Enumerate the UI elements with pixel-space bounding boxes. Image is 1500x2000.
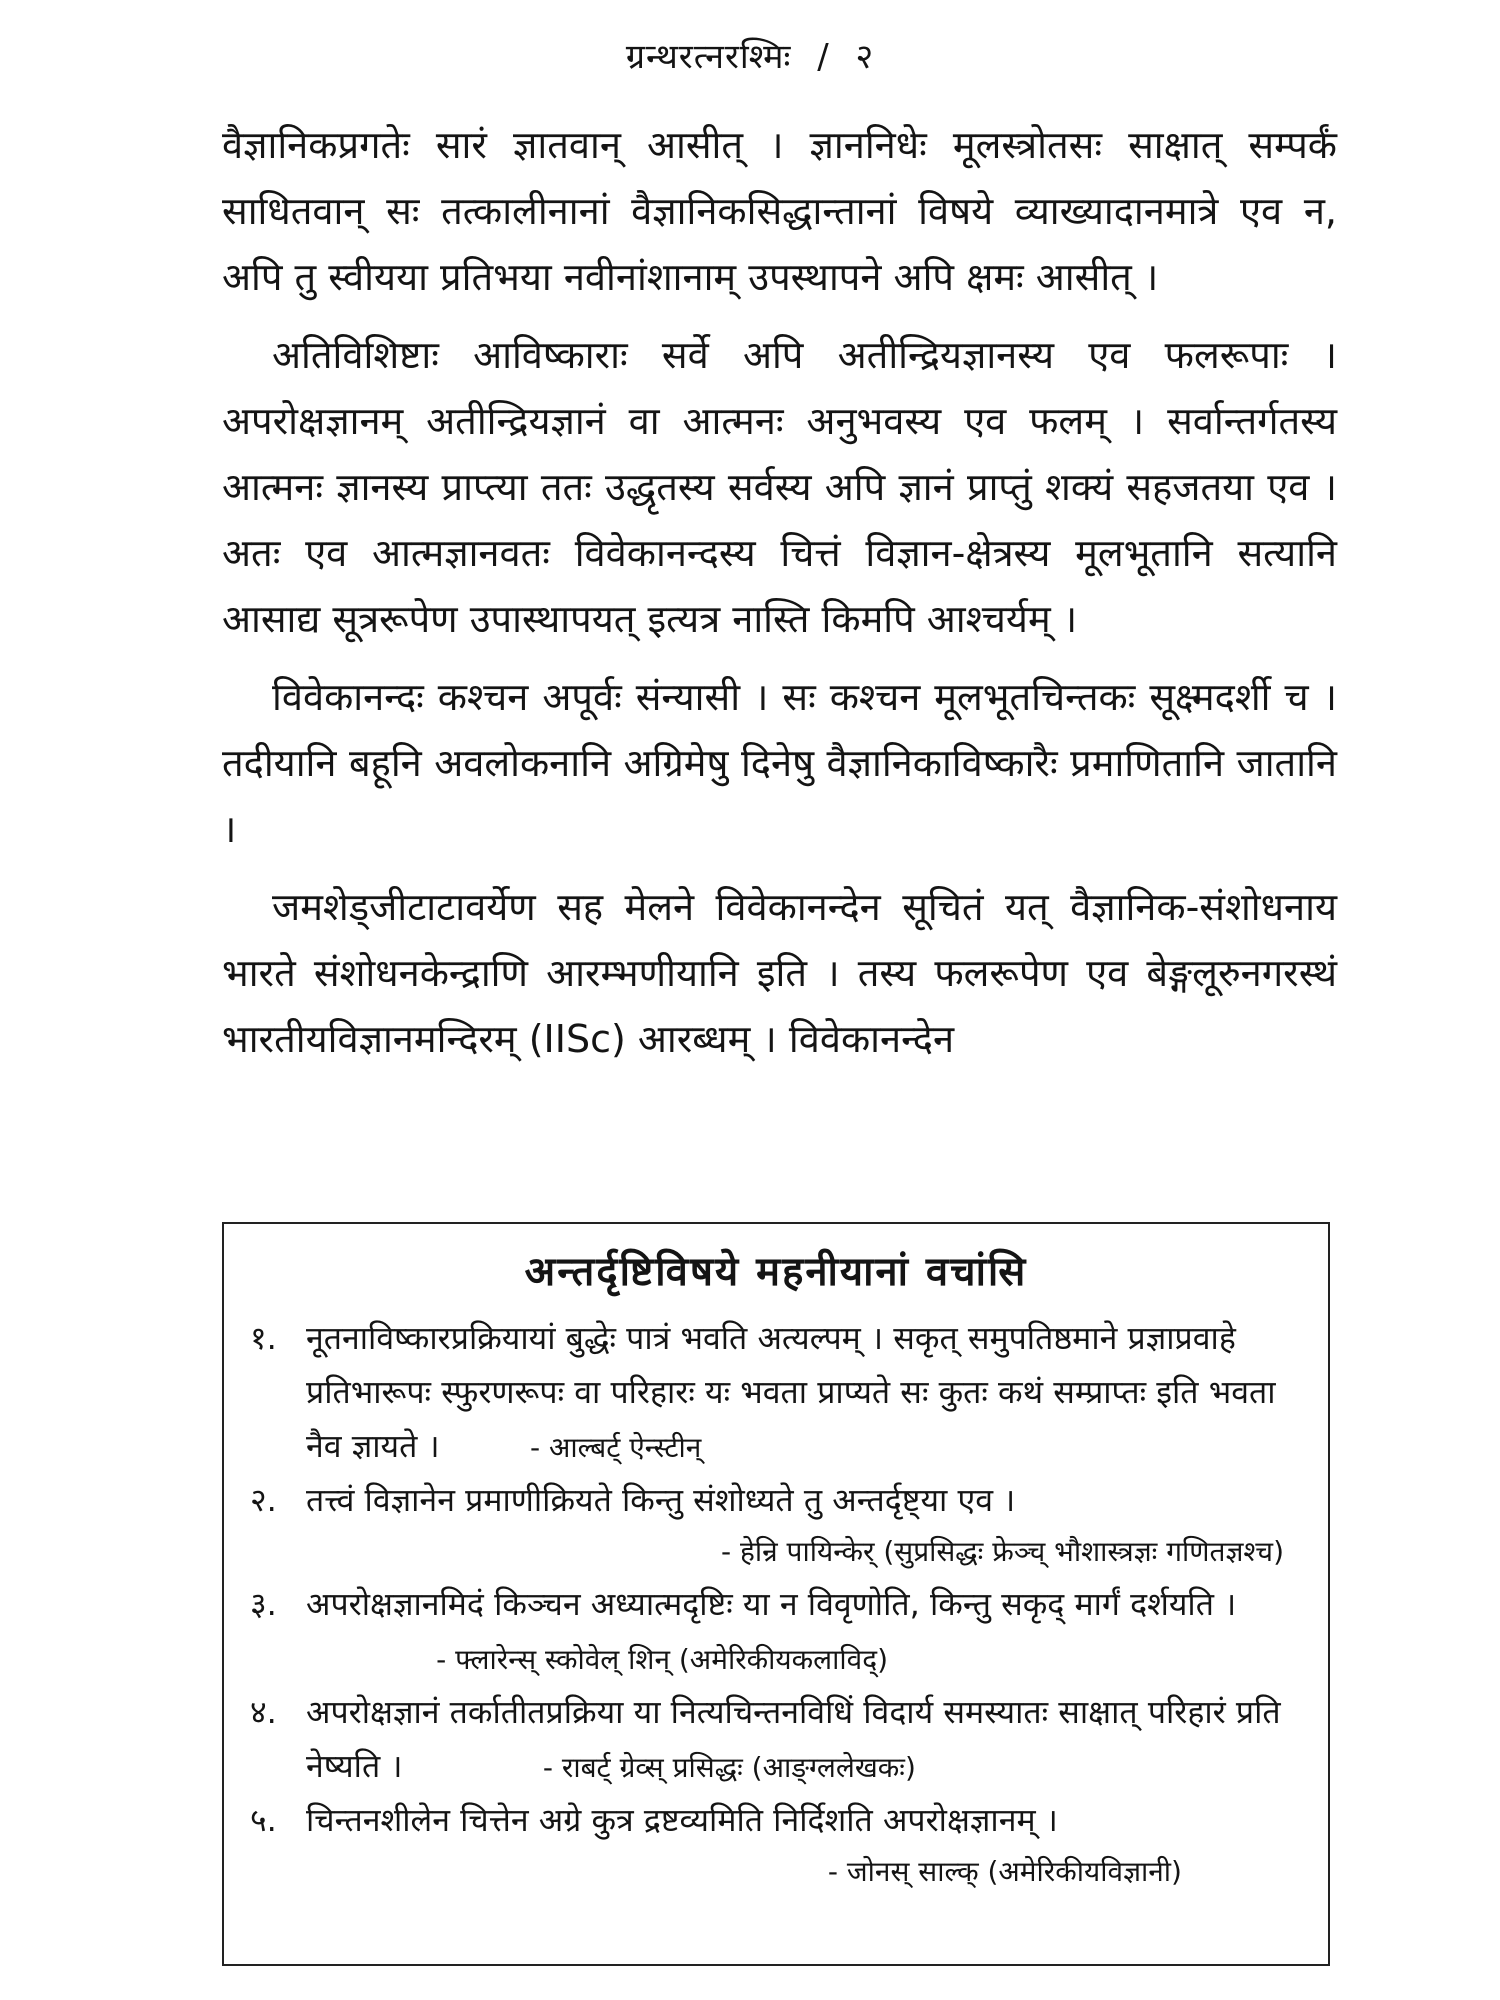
quote-text: अपरोक्षज्ञानं तर्कातीतप्रक्रिया या नित्यचिन्तनविधिं विदार्य समस्यातः साक्षात् परिहारं प्रति नेष्यति ।: [306, 1693, 1281, 1785]
paragraph-2: अतिविशिष्टाः आविष्काराः सर्वे अपि अतीन्द्रियज्ञानस्य एव फलरूपाः । अपरोक्षज्ञानम् अतीन्द्रियज्ञानं वा आत्मनः अनुभवस्य एव फलम् । सर्वान्तर्गतस्य आत्मनः ज्ञानस्य प्राप्त्या ततः उद्धृतस्य सर्वस्य अपि ज्ञानं प्राप्तुं शक्यं सहजतया एव । अतः एव आत्मज्ञानवतः विवेकानन्दस्य चित्तं विज्ञान-क्षेत्रस्य मूलभूतानि सत्यानि आसाद्य सूत्ररूपेण उपास्थापयत् इत्यत्र नास्ति किमपि आश्चर्यम् ।: [222, 333, 1337, 641]
quote-item-2: [250, 1473, 1302, 1577]
quote-attribution: - जोनस् साल्क् (अमेरिकीयविज्ञानी): [827, 1855, 1182, 1888]
quote-text: चिन्तनशीलेन चित्तेन अग्रे कुत्र द्रष्टव्यमिति निर्दिशति अपरोक्षज्ञानम् ।: [306, 1801, 1058, 1839]
paragraph-4: जमशेड्जीटाटावर्येण सह मेलने विवेकानन्देन सूचितं यत् वैज्ञानिक-संशोधनाय भारते संशोधनकेन्द्राणि आरम्भणीयानि इति । तस्य फलरूपेण एव बेङ्गलूरुनगरस्थं भारतीयविज्ञानमन्दिरम् (IISc) आरब्धम् । विवेकानन्देन: [222, 885, 1337, 1061]
paragraph-1: वैज्ञानिकप्रगतेः सारं ज्ञातवान् आसीत् । ज्ञाननिधेः मूलस्त्रोतसः साक्षात् सम्पर्कं साधितवान् सः तत्कालीनानां वैज्ञानिकसिद्धान्तानां विषये व्याख्यादानमात्रे एव न, अपि तु स्वीयया प्रतिभया नवीनांशानाम् उपस्थापने अपि क्षमः आसीत् ।: [222, 123, 1337, 299]
running-header: [0, 32, 1500, 78]
paragraph-3: विवेकानन्दः कश्चन अपूर्वः संन्यासी । सः कश्चन मूलभूतचिन्तकः सूक्ष्मदर्शी च । तदीयानि बहूनि अवलोकनानि अग्रिमेषु दिनेषु वैज्ञानिकाविष्कारैः प्रमाणितानि जातानि ।: [222, 675, 1337, 851]
quote-number: १.: [250, 1319, 277, 1357]
quote-number: ४.: [250, 1693, 277, 1731]
quote-item-4: [250, 1685, 1302, 1793]
quote-number: २.: [250, 1481, 277, 1519]
quote-item-3: [250, 1577, 1302, 1685]
quote-item-5: [250, 1793, 1302, 1897]
quote-content: [306, 1793, 1302, 1897]
quotes-box-title: अन्तर्दृष्टिविषये महनीयानां वचांसि: [524, 1249, 1028, 1295]
header-separator: /: [817, 37, 830, 77]
quote-attribution: - हेन्रि पायिन्केर् (सुप्रसिद्धः फ्रेञ्च् भौशास्त्रज्ञः गणितज्ञश्च): [720, 1535, 1284, 1568]
quotes-box: [222, 1222, 1330, 1966]
quote-attribution: - आल्बर्ट् ऐन्स्टीन्: [529, 1431, 702, 1464]
quote-list: [250, 1311, 1302, 1897]
quote-text: अपरोक्षज्ञानमिदं किञ्चन अध्यात्मदृष्टिः या न विवृणोति, किन्तु सकृद् मार्गं दर्शयति ।: [306, 1585, 1237, 1623]
quote-content: [306, 1473, 1302, 1577]
quote-content: [306, 1311, 1302, 1473]
quote-content: [306, 1685, 1302, 1793]
quote-number: ३.: [250, 1585, 277, 1623]
quote-content: [306, 1577, 1302, 1685]
page-number: २: [855, 37, 875, 77]
quote-attribution: - फ्लारेन्स् स्कोवेल् शिन् (अमेरिकीयकलाविद्): [436, 1643, 888, 1676]
quote-text: नूतनाविष्कारप्रक्रियायां बुद्धेः पात्रं भवति अत्यल्पम् । सकृत् समुपतिष्ठमाने प्रज्ञाप्रवाहे प्रतिभारूपः स्फुरणरूपः वा परिहारः यः भवता प्राप्यते सः कुतः कथं सम्प्राप्तः इति भवता नैव ज्ञायते ।: [306, 1319, 1276, 1465]
book-title: ग्रन्थरत्नरश्मिः: [625, 37, 792, 77]
quote-text: तत्त्वं विज्ञानेन प्रमाणीक्रियते किन्तु संशोध्यते तु अन्तर्दृष्ट्या एव ।: [306, 1481, 1016, 1519]
quote-item-1: [250, 1311, 1302, 1473]
quote-attribution: - राबर्ट् ग्रेव्स् प्रसिद्धः (आङ्ग्ललेखकः): [542, 1751, 916, 1784]
body-text: [222, 112, 1337, 1084]
quote-number: ५.: [250, 1801, 277, 1839]
